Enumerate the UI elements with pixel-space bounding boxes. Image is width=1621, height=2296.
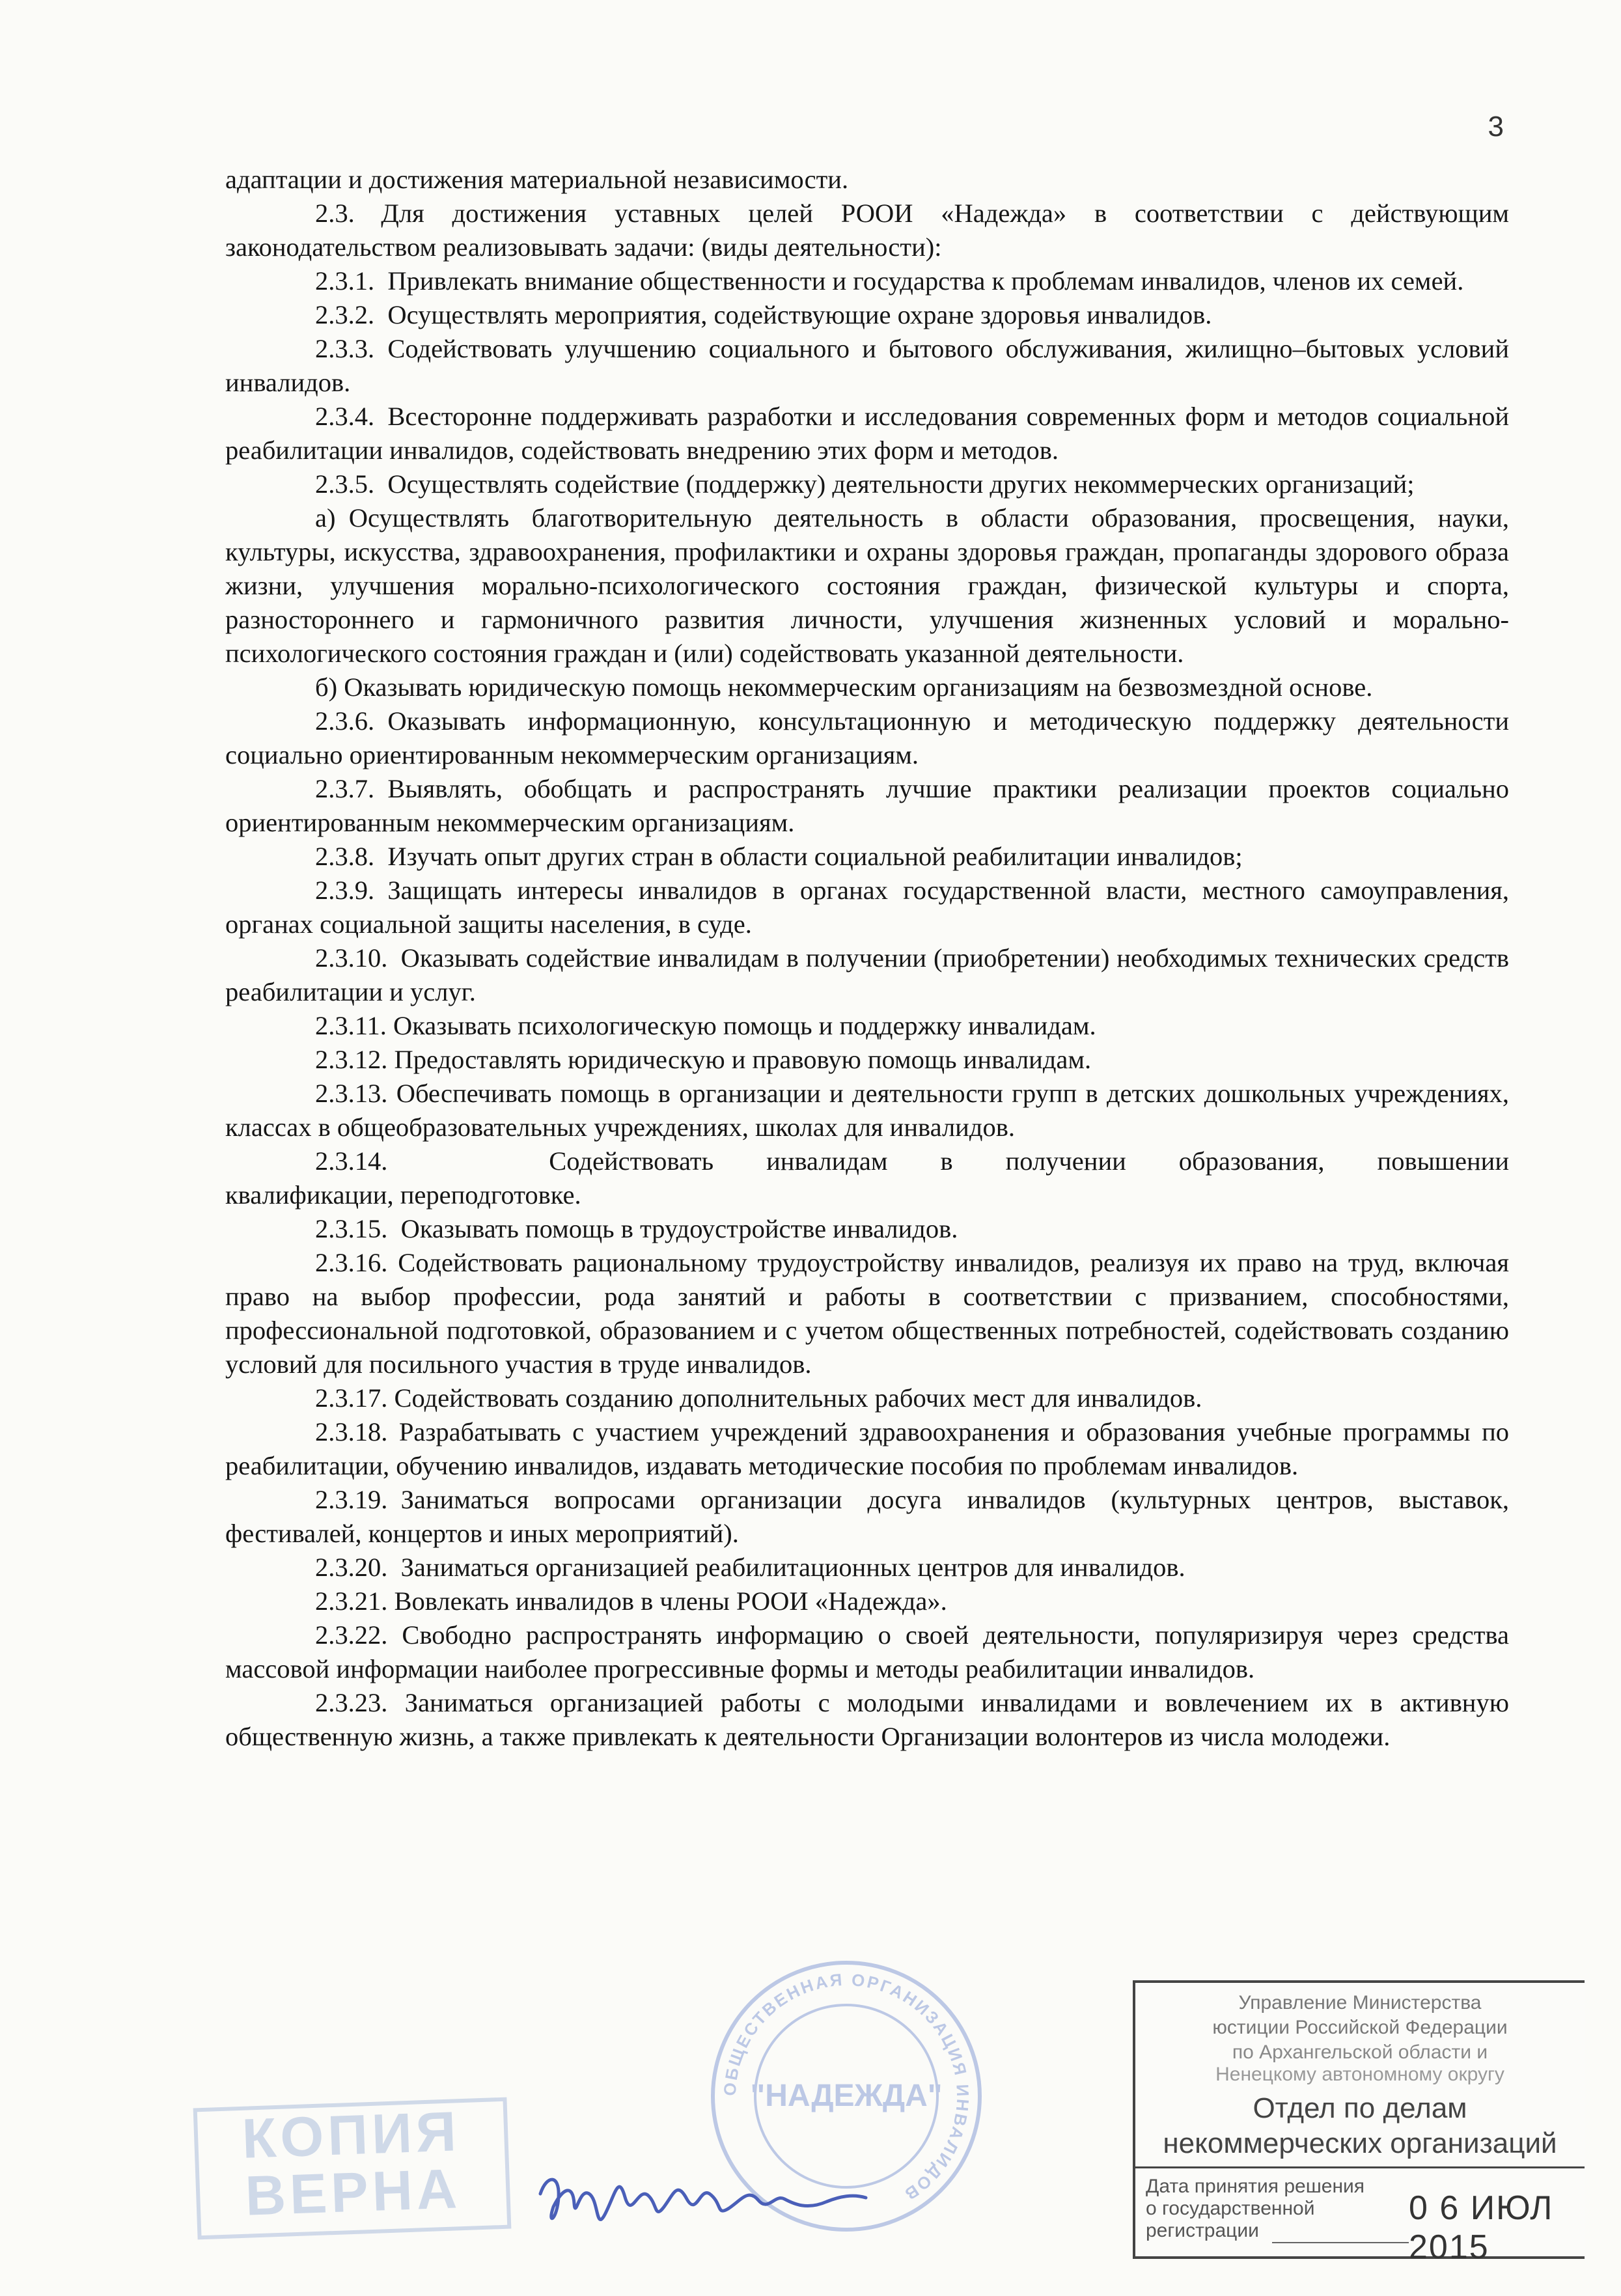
paragraph: 2.3.8. Изучать опыт других стран в области социальной реабилитации инвалидов; [315, 842, 1243, 871]
paragraph: 2.3.11. Оказывать психологическую помощь и поддержку инвалидам. [315, 1011, 1096, 1040]
paragraph: 2.3.17. Содействовать созданию дополнительных рабочих мест для инвалидов. [315, 1383, 1202, 1413]
paragraph: 2.3.12. Предоставлять юридическую и правовую помощь инвалидам. [315, 1045, 1092, 1074]
paragraph: 2.3.10. Оказывать содействие инвалидам в получении (приобретении) необходимых технических средств реабилитации и услуг. [225, 943, 1509, 1006]
seal-center-text: "НАДЕЖДА" [750, 2079, 943, 2113]
copy-stamp-line2: ВЕРНА [244, 2157, 462, 2228]
registration-stamp [1133, 1980, 1585, 2266]
copy-stamp [193, 2097, 512, 2240]
reg-stamp-department-sub: некоммерческих организаций [1163, 2127, 1557, 2159]
paragraph: 2.3.5. Осуществлять содействие (поддержку) деятельности других некоммерческих организаций; [315, 469, 1415, 499]
reg-stamp-divider [1135, 2166, 1585, 2168]
paragraph: 2.3.18. Разрабатывать с участием учреждений здравоохранения и образования учебные программы по реабилитации, обучению инвалидов, издавать методические пособия по проблемам инвалидов. [225, 1417, 1509, 1480]
paragraph: 2.3.20. Заниматься организацией реабилитационных центров для инвалидов. [315, 1553, 1185, 1582]
document-body [225, 163, 1509, 1754]
paragraph: 2.3.1. Привлекать внимание общественности и государства к проблемам инвалидов, членов их семей. [315, 266, 1464, 296]
reg-stamp-line3: по Архангельской области и [1232, 2041, 1488, 2063]
reg-stamp-date-label: Дата принятия решения о государственной регистрации [1146, 2176, 1365, 2241]
reg-stamp-line1: Управление Министерства [1238, 1992, 1482, 2013]
paragraph: 2.3.22. Свободно распространять информацию о своей деятельности, популяризируя через средства массовой информации наиболее прогрессивные формы и методы реабилитации инвалидов. [225, 1620, 1509, 1683]
paragraph: 2.3.15. Оказывать помощь в трудоустройстве инвалидов. [315, 1214, 958, 1243]
paragraph: 2.3.7. Выявлять, обобщать и распространять лучшие практики реализации проектов социально ориентированным некоммерческим организациям. [225, 774, 1509, 837]
paragraph: 2.3.3. Содействовать улучшению социального и бытового обслуживания, жилищно–бытовых условий инвалидов. [225, 334, 1509, 397]
paragraph: 2.3.6. Оказывать информационную, консультационную и методическую поддержку деятельности социально ориентированным некоммерческим организациям. [225, 706, 1509, 769]
paragraph: а) Осуществлять благотворительную деятельность в области образования, просвещения, науки, культуры, искусства, здравоохранения, профилактики и охраны здоровья граждан, пропаганды здорового образа жизни, улучшения морально-психологического состояния граждан, физической культуры и спорта, разностороннего и гармоничного развития личности, улучшения жизненных условий и морально-психологического состояния граждан и (или) содействовать указанной деятельности. [225, 503, 1509, 668]
copy-stamp-line1: КОПИЯ [241, 2100, 462, 2170]
reg-stamp-line2: юстиции Российской Федерации [1212, 2017, 1508, 2038]
paragraph: 2.3.21. Вовлекать инвалидов в члены РООИ «Надежда». [315, 1586, 947, 1616]
reg-stamp-line4: Ненецкому автономному округу [1215, 2064, 1504, 2085]
handwritten-signature [534, 2148, 872, 2252]
paragraph: адаптации и достижения материальной независимости. [225, 165, 849, 194]
reg-stamp-department: Отдел по делам [1253, 2092, 1467, 2124]
paragraph: 2.3.2. Осуществлять мероприятия, содействующие охране здоровья инвалидов. [315, 300, 1212, 329]
page-number: 3 [1488, 111, 1504, 143]
paragraph: 2.3.19. Заниматься вопросами организации досуга инвалидов (культурных центров, выставок, фестивалей, концертов и иных мероприятий). [225, 1485, 1509, 1548]
seal-ring-text: ОБЩЕСТВЕННАЯ ОРГАНИЗАЦИЯ ИНВАЛИДОВ [719, 1969, 973, 2206]
paragraph: 2.3.16. Содействовать рациональному трудоустройству инвалидов, реализуя их право на труд, включая право на выбор профессии, рода занятий и работы в соответствии с призванием, способностями, профессиональной подготовкой, образованием и с учетом общественных потребностей, содействовать созданию условий для посильного участия в труде инвалидов. [225, 1248, 1509, 1379]
paragraph: 2.3.23. Заниматься организацией работы с молодыми инвалидами и вовлечением их в активную общественную жизнь, а также привлекать к деятельности Организации волонтеров из числа молодежи. [225, 1688, 1509, 1751]
paragraph: 2.3.9. Защищать интересы инвалидов в органах государственной власти, местного самоуправления, органах социальной защиты населения, в суде. [225, 876, 1509, 939]
paragraph: 2.3.14. Содействовать инвалидам в получении образования, повышении квалификации, переподготовке. [225, 1146, 1509, 1210]
paragraph: 2.3.4. Всесторонне поддерживать разработки и исследования современных форм и методов социальной реабилитации инвалидов, содействовать внедрению этих форм и методов. [225, 402, 1509, 465]
paragraph: б) Оказывать юридическую помощь некоммерческим организациям на безвозмездной основе. [315, 672, 1373, 702]
reg-stamp-date: 0 6 ИЮЛ 2015 [1409, 2189, 1554, 2266]
paragraph: 2.3.13. Обеспечивать помощь в организации и деятельности групп в детских дошкольных учреждениях, классах в общеобразовательных учреждениях, школах для инвалидов. [225, 1079, 1509, 1142]
paragraph: 2.3. Для достижения уставных целей РООИ «Надежда» в соответствии с действующим законодательством реализовывать задачи: (виды деятельности): [225, 199, 1509, 262]
reg-stamp-underline [1272, 2242, 1409, 2243]
